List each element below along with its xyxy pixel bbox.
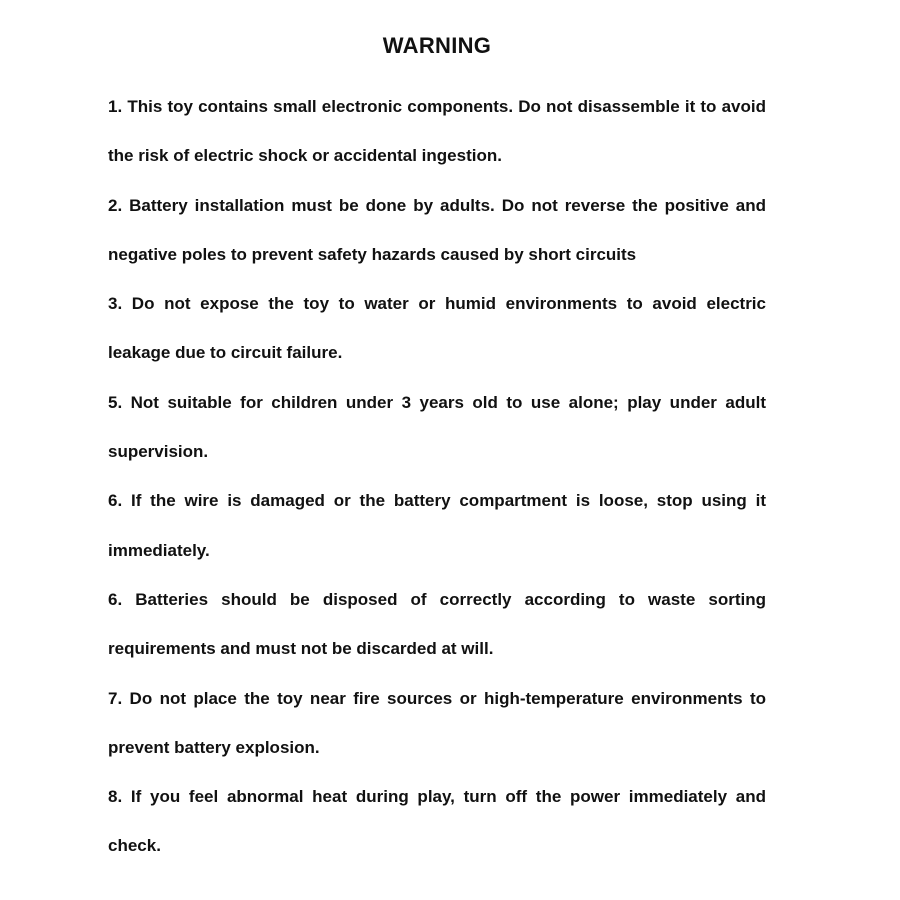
warning-item-2: 2. Battery installation must be done by adults. Do not reverse the positive and negative poles to prevent safety hazards caused by short circuits <box>108 195 766 264</box>
warning-document <box>108 30 766 871</box>
warning-item-3: 3. Do not expose the toy to water or humid environments to avoid electric leakage due to circuit failure. <box>108 294 766 363</box>
warning-item-7: 7. Do not place the toy near fire sources or high-temperature environments to prevent battery explosion. <box>108 688 766 757</box>
warning-title: WARNING <box>382 33 492 58</box>
warning-list <box>108 82 766 871</box>
warning-item-5: 5. Not suitable for children under 3 years old to use alone; play under adult supervision. <box>108 392 766 462</box>
warning-item-6a: 6. If the wire is damaged or the battery compartment is loose, stop using it immediately. <box>108 491 766 560</box>
warning-item-1: 1. This toy contains small electronic components. Do not disassemble it to avoid the risk of electric shock or accidental ingestion. <box>108 97 766 166</box>
warning-item-6b: 6. Batteries should be disposed of correctly according to waste sorting requirements and must not be discarded at will. <box>108 589 766 659</box>
warning-item-8: 8. If you feel abnormal heat during play, turn off the power immediately and check. <box>108 787 766 856</box>
